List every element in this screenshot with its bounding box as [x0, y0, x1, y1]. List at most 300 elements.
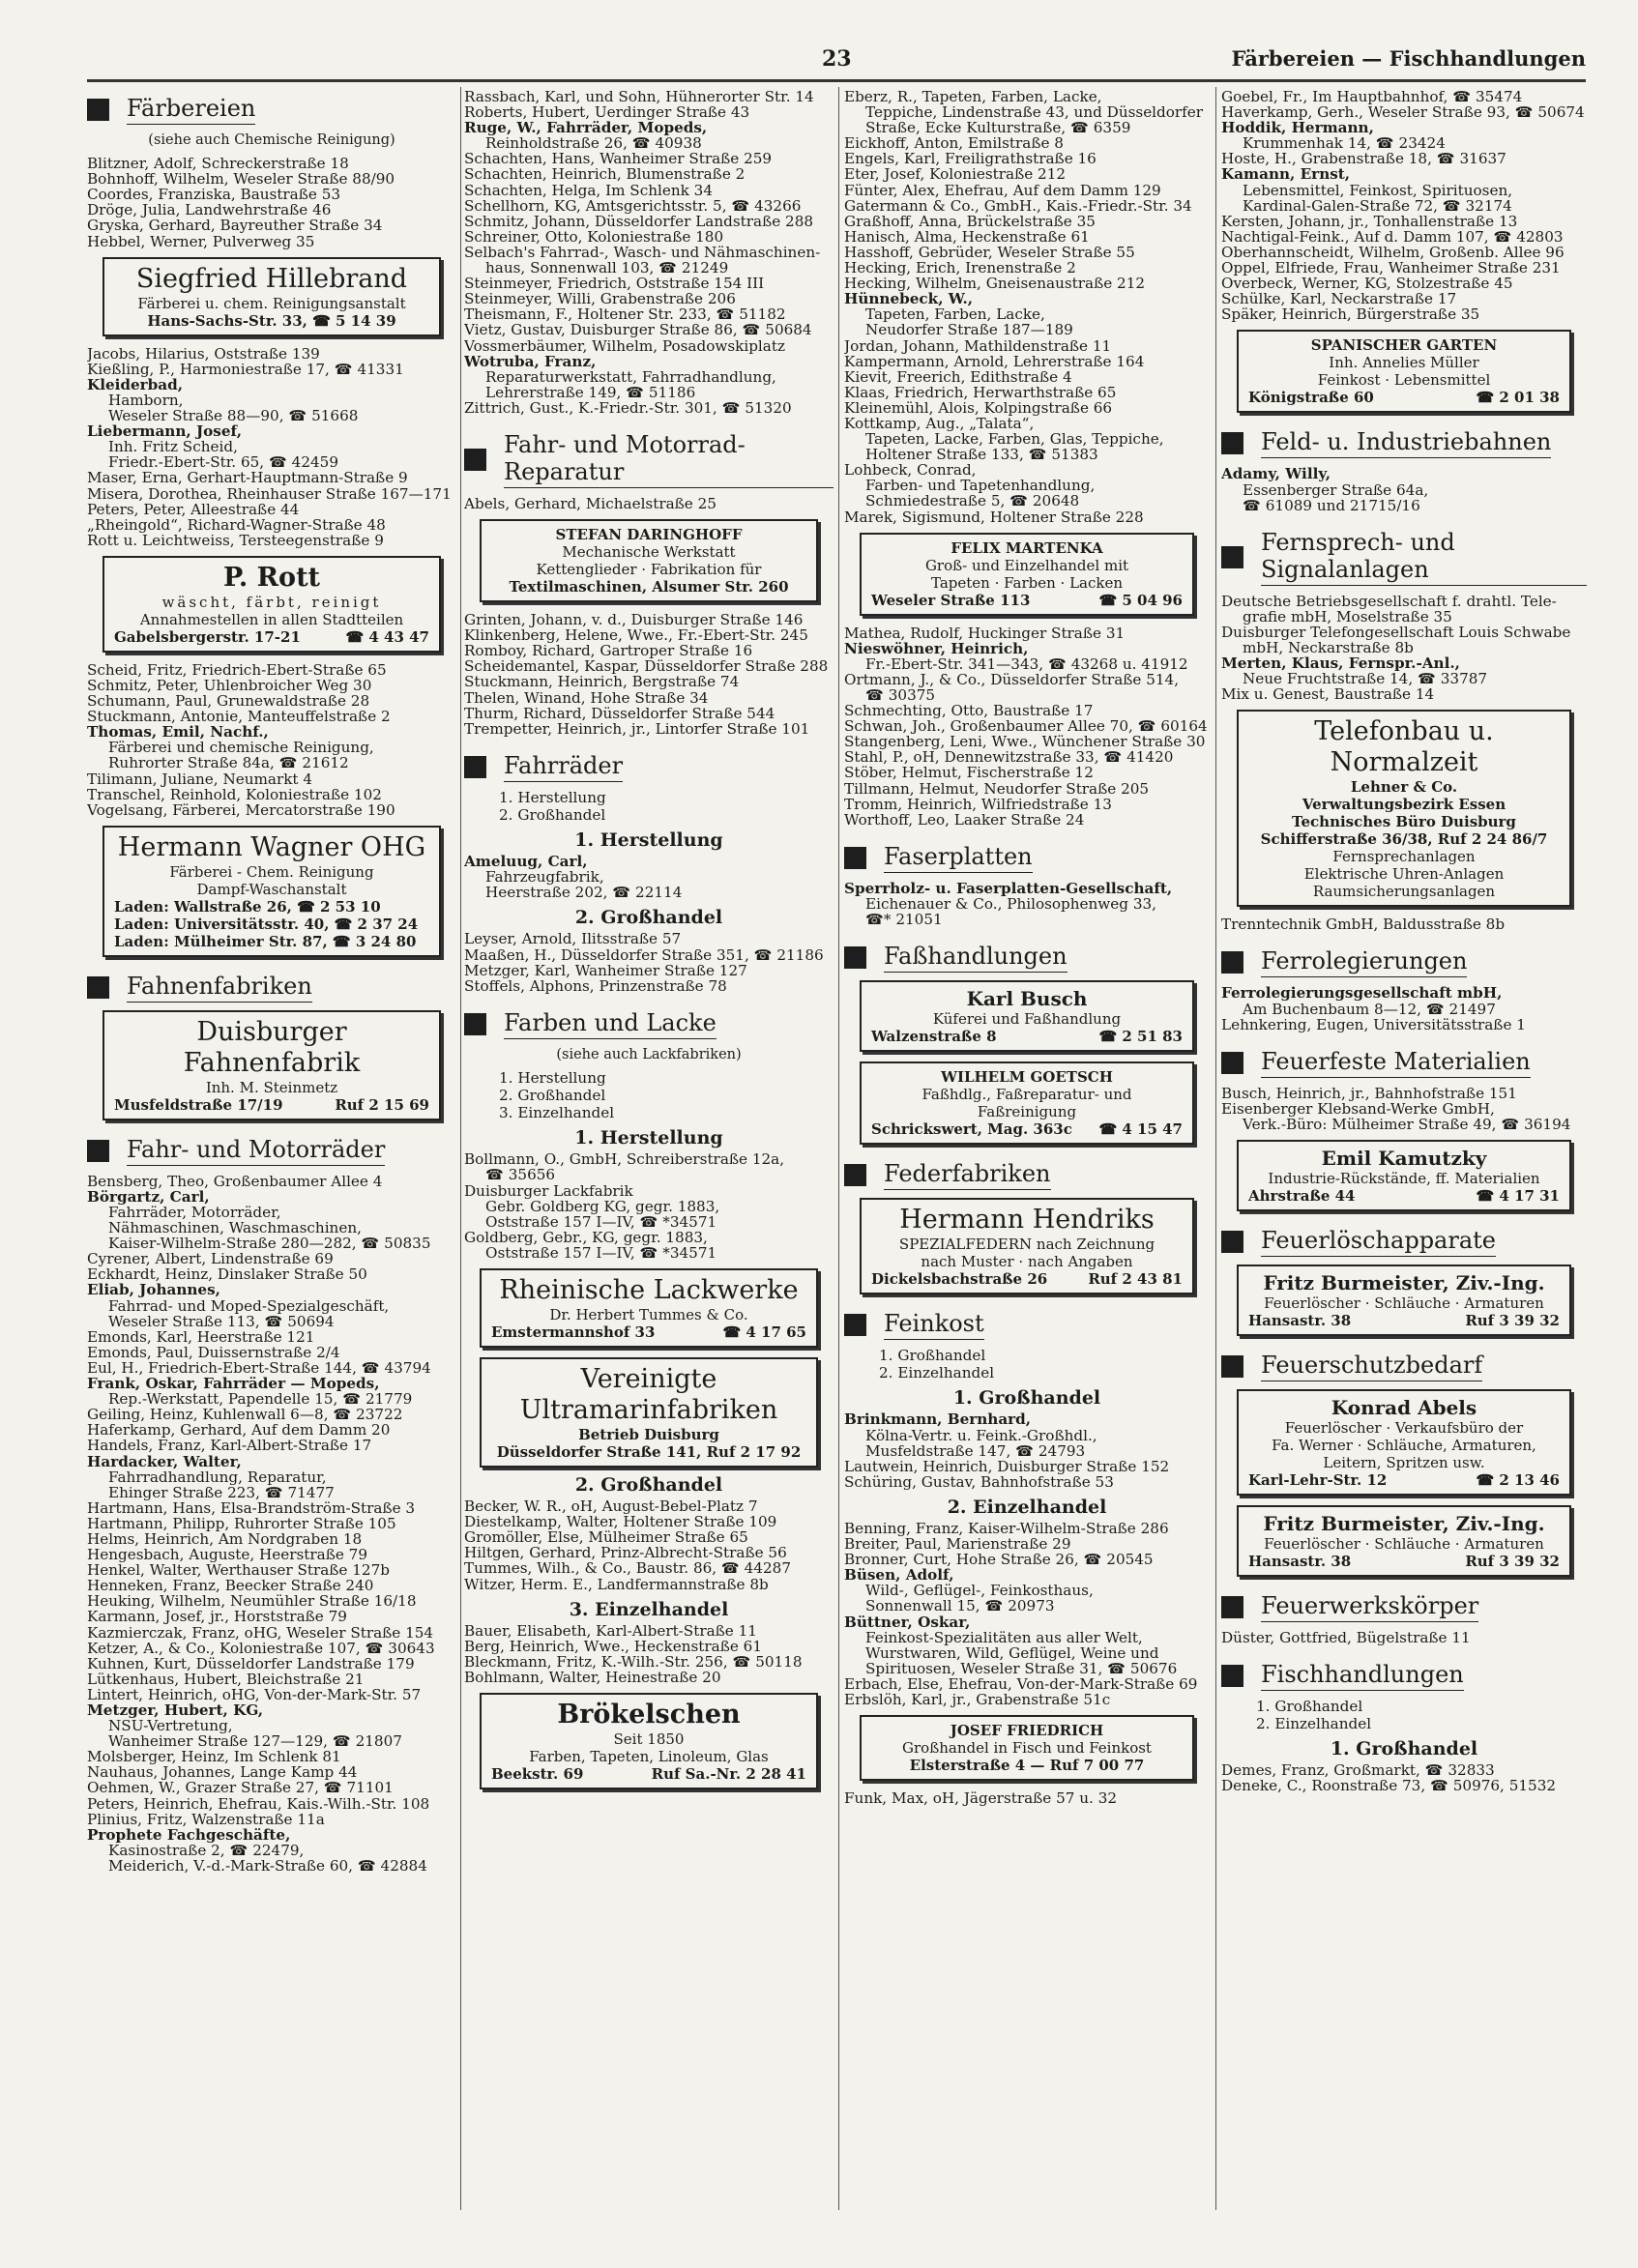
directory-entry: Nieswöhner, Heinrich, [844, 640, 1029, 656]
directory-entry: Kersten, Johann, jr., Tonhallenstraße 13 [1221, 213, 1518, 229]
directory-entry: Abels, Gerhard, Michaelstraße 25 [464, 495, 717, 512]
directory-entry: Heuking, Wilhelm, Neumühler Straße 16/18 [87, 1593, 417, 1610]
directory-entry: Demes, Franz, Großmarkt, ☎ 32833 [1221, 1762, 1495, 1779]
directory-entry: Stöber, Helmut, Fischerstraße 12 [844, 765, 1094, 781]
directory-entry: Neue Fruchtstraße 14, ☎ 33787 [1243, 671, 1488, 687]
directory-entry: Fahrzeugfabrik, [485, 869, 604, 886]
directory-entry: Bohlmann, Walter, Heinestraße 20 [464, 1670, 721, 1686]
section-marker-icon [464, 449, 486, 471]
section-title: Faserplatten [884, 843, 1033, 873]
entry-list [464, 89, 834, 416]
directory-entry: Diestelkamp, Walter, Holtener Straße 109 [464, 1514, 777, 1530]
section-heading [1221, 1227, 1587, 1257]
directory-entry: Wotruba, Franz, [464, 353, 597, 369]
section-heading [1221, 1592, 1587, 1622]
ad-line: Groß- und Einzelhandel mit [924, 556, 1129, 574]
entry-list [1221, 466, 1587, 512]
directory-entry: Deneke, C., Roonstraße 73, ☎ 50976, 51532 [1221, 1778, 1557, 1794]
ad-phone: ☎ 5 04 96 [1098, 591, 1183, 609]
entry-list [464, 612, 834, 737]
directory-entry: Haverkamp, Gerh., Weseler Straße 93, ☎ 50674 [1221, 104, 1585, 121]
directory-entry: Gebr. Goldberg KG, gegr. 1883, [485, 1198, 720, 1214]
directory-entry: Schachten, Helga, Im Schlenk 34 [464, 182, 713, 198]
directory-entry: Graßhoff, Anna, Brückelstraße 35 [844, 213, 1096, 229]
section-title: Fahr- und Motorräder [127, 1136, 385, 1166]
ad-address: Walzenstraße 8 [871, 1028, 997, 1046]
entry-list [87, 1174, 456, 1874]
ad-name: Karl Busch [966, 987, 1088, 1011]
directory-entry: Marek, Sigismund, Holtener Straße 228 [844, 509, 1144, 525]
ad-line: Farben, Tapeten, Linoleum, Glas [529, 1748, 769, 1766]
directory-entry: Kazmierczak, Franz, oHG, Weseler Straße 154 [87, 1624, 434, 1641]
directory-entry: Breiter, Paul, Marienstraße 29 [844, 1536, 1071, 1553]
ad-name: P. Rott [222, 562, 321, 593]
subsection-index: 2. Einzelhandel [1256, 1715, 1372, 1733]
ad-phone: ☎ 2 01 38 [1476, 389, 1560, 407]
directory-entry: Kampermann, Arnold, Lehrerstraße 164 [844, 353, 1145, 369]
directory-entry: haus, Sonnenwall 103, ☎ 21249 [485, 260, 729, 276]
entry-list [844, 1790, 1210, 1806]
directory-entry: Schellhorn, KG, Amtsgerichtsstr. 5, ☎ 43266 [464, 197, 802, 214]
section-marker-icon [464, 756, 486, 778]
directory-entry: Schachten, Heinrich, Blumenstraße 2 [464, 166, 746, 183]
entry-list [1221, 1086, 1587, 1132]
entry-list [844, 1411, 1210, 1489]
ad-daringhoff [480, 519, 818, 602]
directory-entry: Henkel, Walter, Werthauser Straße 127b [87, 1562, 390, 1579]
directory-entry: Gromöller, Else, Mülheimer Straße 65 [464, 1529, 748, 1546]
directory-entry: Fahrrad- und Moped-Spezialgeschäft, [108, 1297, 390, 1314]
section-marker-icon [1221, 1596, 1243, 1618]
directory-entry: Frank, Oskar, Fahrräder — Mopeds, [87, 1376, 380, 1392]
section-heading [464, 431, 834, 488]
ad-address: Schifferstraße 36/38, Ruf 2 24 86/7 [1260, 830, 1548, 849]
directory-entry: Eisenberger Klebsand-Werke GmbH, [1221, 1100, 1495, 1117]
directory-entry: Mathea, Rudolf, Huckinger Straße 31 [844, 625, 1126, 641]
directory-entry: Mix u. Genest, Baustraße 14 [1221, 686, 1435, 703]
directory-entry: Trempetter, Heinrich, jr., Lintorfer Straße 101 [464, 720, 810, 737]
directory-entry: Bensberg, Theo, Großenbaumer Allee 4 [87, 1173, 383, 1189]
subsection-heading: 1. Großhandel [952, 1387, 1101, 1410]
ad-line: Industrie-Rückstände, ff. Materialien [1268, 1170, 1540, 1187]
directory-entry: Ketzer, A., & Co., Koloniestraße 107, ☎ 30643 [87, 1640, 435, 1656]
ad-fahnenfabrik [102, 1010, 441, 1120]
directory-entry: Ferrolegierungsgesellschaft mbH, [1221, 985, 1503, 1002]
ad-line: Feinkost · Lebensmittel [1317, 371, 1491, 390]
directory-entry: Theismann, F., Holtener Str. 233, ☎ 51182 [464, 306, 786, 323]
directory-entry: Rep.-Werkstatt, Papendelle 15, ☎ 21779 [108, 1391, 413, 1408]
ad-address: Textilmaschinen, Alsumer Str. 260 [509, 578, 789, 596]
directory-entry: Hiltgen, Gerhard, Prinz-Albrecht-Straße 56 [464, 1545, 787, 1561]
directory-entry: Farben- und Tapetenhandlung, [865, 478, 1096, 494]
directory-entry: Berg, Heinrich, Wwe., Heckenstraße 61 [464, 1638, 763, 1654]
column-3 [844, 89, 1210, 1806]
directory-entry: Dröge, Julia, Landwehrstraße 46 [87, 202, 332, 218]
directory-entry: Inh. Fritz Scheid, [108, 439, 238, 455]
directory-entry: Schmiedestraße 5, ☎ 20648 [865, 493, 1080, 509]
section-heading [844, 1310, 1210, 1340]
section-heading [844, 1160, 1210, 1190]
directory-entry: Hardacker, Walter, [87, 1453, 242, 1469]
ad-line: Tapeten · Farben · Lacken [930, 573, 1123, 592]
directory-entry: Musfeldstraße 147, ☎ 24793 [865, 1442, 1086, 1459]
directory-entry: Ortmann, J., & Co., Düsseldorfer Straße 514, [844, 671, 1180, 687]
ad-phone: Ruf Sa.-Nr. 2 28 41 [651, 1765, 806, 1784]
section-title: Fischhandlungen [1261, 1661, 1464, 1691]
directory-entry: Stahl, P., oH, Dennewitzstraße 33, ☎ 41420 [844, 749, 1174, 766]
ad-address: Dickelsbachstraße 26 [871, 1270, 1048, 1289]
directory-entry: mbH, Neckarstraße 8b [1243, 639, 1414, 656]
ad-name: Fritz Burmeister, Ziv.-Ing. [1263, 1512, 1545, 1535]
directory-entry: Stuckmann, Antonie, Manteuffelstraße 2 [87, 709, 391, 725]
directory-entry: Jacobs, Hilarius, Oststraße 139 [87, 345, 320, 362]
ad-name: Fritz Burmeister, Ziv.-Ing. [1263, 1271, 1545, 1294]
ad-address: Hansastr. 38 [1248, 1312, 1352, 1329]
directory-entry: Helms, Heinrich, Am Nordgraben 18 [87, 1530, 363, 1548]
directory-entry: Emonds, Paul, Duissernstraße 2/4 [87, 1344, 340, 1360]
subsection-index: 2. Großhandel [499, 805, 606, 824]
directory-entry: grafie mbH, Moselstraße 35 [1243, 608, 1452, 625]
section-heading [87, 1136, 456, 1166]
directory-entry: Büttner, Oskar, [844, 1614, 971, 1630]
directory-entry: Reparaturwerkstatt, Fahrradhandlung, [485, 368, 776, 385]
subsection-index: 2. Einzelhandel [879, 1364, 995, 1382]
directory-entry: Henneken, Franz, Beecker Straße 240 [87, 1578, 374, 1594]
directory-entry: Sperrholz- u. Faserplatten-Gesellschaft, [844, 880, 1173, 896]
directory-entry: Hoddik, Hermann, [1221, 120, 1374, 136]
directory-entry: Funk, Max, oH, Jägerstraße 57 u. 32 [844, 1790, 1118, 1807]
entry-list [844, 881, 1210, 927]
directory-entry: Fahrradhandlung, Reparatur, [108, 1468, 327, 1485]
directory-entry: Weseler Straße 88—90, ☎ 51668 [108, 408, 359, 424]
directory-entry: Peters, Heinrich, Ehefrau, Kais.-Wilh.-Str. 108 [87, 1795, 430, 1812]
directory-entry: Verk.-Büro: Mülheimer Straße 49, ☎ 36194 [1243, 1116, 1571, 1132]
section-title: Fernsprech- und Signalanlagen [1261, 529, 1587, 586]
ad-line: Betrieb Duisburg [578, 1425, 719, 1443]
ad-phone: ☎ 4 17 65 [722, 1323, 806, 1341]
directory-entry: Oppel, Elfriede, Frau, Wanheimer Straße 231 [1221, 260, 1561, 276]
directory-entry: Klaas, Friedrich, Herwarthstraße 65 [844, 384, 1117, 400]
directory-entry: Lehrerstraße 149, ☎ 51186 [485, 384, 696, 400]
ad-line: Inh. M. Steinmetz [205, 1078, 338, 1096]
directory-entry: Kievit, Freerich, Edithstraße 4 [844, 368, 1072, 385]
section-title: Faßhandlungen [884, 943, 1068, 973]
directory-entry: Eliab, Johannes, [87, 1282, 220, 1298]
section-heading [1221, 1048, 1587, 1078]
section-heading [1221, 428, 1587, 458]
directory-entry: Tilimann, Juliane, Neumarkt 4 [87, 771, 313, 787]
directory-entry: Stuckmann, Heinrich, Bergstraße 74 [464, 674, 740, 690]
section-title: Fahr- und Motorrad-Reparatur [504, 431, 834, 488]
directory-entry: Metzger, Karl, Wanheimer Straße 127 [464, 962, 747, 978]
section-heading [1221, 1661, 1587, 1691]
directory-entry: Lintert, Heinrich, oHG, Von-der-Mark-Str. 57 [87, 1686, 422, 1702]
page-number: 23 [822, 46, 852, 72]
ad-address: Königstraße 60 [1248, 389, 1374, 407]
directory-entry: Meiderich, V.-d.-Mark-Straße 60, ☎ 42884 [108, 1857, 427, 1875]
ad-friedrich [860, 1715, 1194, 1781]
ad-name: Hermann Wagner OHG [117, 831, 426, 862]
ad-line: Fa. Werner · Schläuche, Armaturen, [1272, 1437, 1536, 1454]
section-heading [844, 943, 1210, 973]
directory-entry: Fr.-Ebert-Str. 341—343, ☎ 43268 u. 41912 [865, 655, 1188, 672]
directory-entry: Roberts, Hubert, Uerdinger Straße 43 [464, 104, 750, 121]
column-4 [1221, 89, 1587, 1794]
directory-entry: Ehinger Straße 223, ☎ 71477 [108, 1484, 335, 1500]
ad-rheinische-lackwerke [480, 1268, 818, 1348]
ad-line: Dampf-Waschanstalt [196, 880, 347, 898]
directory-entry: Teppiche, Lindenstraße 43, und Düsseldorfer [865, 104, 1204, 121]
section-title: Fahnenfabriken [127, 973, 312, 1003]
directory-entry: Rassbach, Karl, und Sohn, Hühnerorter Str. 14 [464, 89, 814, 105]
directory-entry: Emonds, Karl, Heerstraße 121 [87, 1328, 315, 1345]
directory-entry: Weseler Straße 113, ☎ 50694 [108, 1313, 335, 1329]
section-title: Feuerschutzbedarf [1261, 1352, 1482, 1381]
directory-entry: Gatermann & Co., GmbH., Kais.-Friedr.-Str. 34 [844, 197, 1192, 214]
ad-burmeister [1237, 1265, 1571, 1336]
directory-entry: Becker, W. R., oH, August-Bebel-Platz 7 [464, 1498, 758, 1515]
page-header [87, 46, 1586, 81]
directory-entry: Overbeck, Werner, KG, Stolzestraße 45 [1221, 276, 1513, 292]
directory-entry: Schreiner, Otto, Koloniestraße 180 [464, 228, 724, 245]
ad-line: Raumsicherungsanlagen [1312, 883, 1496, 901]
directory-entry: Hamborn, [108, 392, 184, 409]
directory-entry: Krummenhak 14, ☎ 23424 [1243, 135, 1446, 152]
directory-entry: Sonnenwall 15, ☎ 20973 [865, 1598, 1055, 1614]
directory-entry: Essenberger Straße 64a, [1243, 481, 1429, 498]
directory-entry: Scheid, Fritz, Friedrich-Ebert-Straße 65 [87, 661, 387, 678]
directory-entry: Hecking, Wilhelm, Gneisenaustraße 212 [844, 276, 1146, 292]
directory-entry: Maaßen, H., Düsseldorfer Straße 351, ☎ 21186 [464, 946, 824, 963]
directory-entry: Börgartz, Carl, [87, 1188, 210, 1205]
ad-name: Rheinische Lackwerke [499, 1274, 799, 1305]
subsection-heading: 2. Großhandel [574, 907, 723, 929]
ad-line: Feuerlöscher · Schläuche · Armaturen [1264, 1535, 1544, 1553]
ad-phone: ☎ 4 15 47 [1098, 1120, 1183, 1139]
directory-entry: Goldberg, Gebr., KG, gegr. 1883, [464, 1229, 708, 1245]
entry-list [464, 1151, 834, 1261]
directory-entry: Prophete Fachgeschäfte, [87, 1826, 291, 1843]
directory-entry: Eichenauer & Co., Philosophenweg 33, [865, 895, 1156, 913]
directory-entry: Selbach's Fahrrad-, Wasch- und Nähmaschinen- [464, 244, 821, 261]
directory-entry: Hebbel, Werner, Pulverweg 35 [87, 233, 315, 249]
directory-entry: Kottkamp, Aug., „Talata“, [844, 415, 1035, 432]
ad-goetsch [860, 1061, 1194, 1145]
directory-entry: Wanheimer Straße 127—129, ☎ 21807 [108, 1733, 402, 1750]
subsection-heading: 1. Großhandel [1330, 1738, 1478, 1760]
directory-entry: Hengesbach, Auguste, Heerstraße 79 [87, 1547, 368, 1563]
directory-entry: ☎ 30375 [865, 687, 936, 704]
directory-entry: Tapeten, Lacke, Farben, Glas, Teppiche, [865, 431, 1164, 448]
ad-line: Lehner & Co. [1350, 778, 1458, 797]
ad-phone: ☎ 2 51 83 [1098, 1028, 1183, 1046]
directory-entry: Molsberger, Heinz, Im Schlenk 81 [87, 1749, 341, 1765]
directory-entry: Oststraße 157 I—IV, ☎ *34571 [485, 1244, 717, 1261]
directory-entry: Tummes, Wilh., & Co., Baustr. 86, ☎ 44287 [464, 1560, 791, 1577]
ad-name: Konrad Abels [1331, 1396, 1477, 1419]
directory-entry: Spirituosen, Weseler Straße 31, ☎ 50676 [865, 1660, 1178, 1676]
directory-entry: Thurm, Richard, Düsseldorfer Straße 544 [464, 705, 775, 721]
section-heading [464, 1009, 834, 1039]
ad-line: Elektrische Uhren-Anlagen [1303, 865, 1505, 884]
ad-line: Faßreinigung [977, 1103, 1077, 1121]
directory-entry: Bollmann, O., GmbH, Schreiberstraße 12a, [464, 1151, 785, 1168]
entry-list [464, 1623, 834, 1685]
directory-entry: Vossmerbäumer, Wilhelm, Posadowskiplatz [464, 337, 785, 354]
subsection-index: 1. Großhandel [879, 1347, 986, 1365]
column-divider [1215, 87, 1216, 2210]
column-divider [838, 87, 839, 2210]
section-marker-icon [1221, 1355, 1243, 1378]
entry-list [1221, 594, 1587, 703]
ad-address: Emstermannshof 33 [491, 1323, 656, 1341]
ad-name: Brökelschen [557, 1700, 741, 1730]
ad-line: Färberei - Chem. Reinigung [169, 862, 374, 881]
section-marker-icon [844, 946, 866, 969]
section-heading [1221, 1352, 1587, 1381]
subsection-index: 1. Herstellung [499, 788, 606, 806]
section-title: Federfabriken [884, 1160, 1051, 1190]
directory-entry: ☎ 61089 und 21715/16 [1243, 497, 1420, 513]
directory-entry: Misera, Dorothea, Rheinhauser Straße 167—171 [87, 485, 452, 502]
subsection-index: 1. Herstellung [499, 1068, 606, 1087]
directory-entry: Bauer, Elisabeth, Karl-Albert-Straße 11 [464, 1622, 757, 1639]
directory-entry: Schmechting, Otto, Baustraße 17 [844, 703, 1094, 719]
directory-entry: Worthoff, Leo, Laaker Straße 24 [844, 811, 1085, 828]
subsection-heading: 1. Herstellung [574, 1127, 723, 1149]
directory-entry: Lautwein, Heinrich, Duisburger Straße 152 [844, 1458, 1170, 1474]
ad-line: Annahmestellen in allen Stadtteilen [139, 610, 404, 628]
directory-entry: Am Buchenbaum 8—12, ☎ 21497 [1243, 1001, 1496, 1017]
ad-line: Färberei u. chem. Reinigungsanstalt [137, 294, 406, 312]
ad-address: Ahrstraße 44 [1248, 1187, 1356, 1205]
section-note: (siehe auch Lackfabriken) [556, 1046, 742, 1062]
ad-line: Fernsprechanlagen [1332, 848, 1476, 866]
directory-entry: Kölna-Vertr. u. Feink.-Großhdl., [865, 1427, 1097, 1443]
section-title: Feld- u. Industriebahnen [1261, 428, 1551, 458]
directory-entry: Liebermann, Josef, [87, 423, 242, 440]
ad-name: Duisburger Fahnenfabrik [183, 1016, 361, 1078]
directory-entry: Bronner, Curt, Hohe Straße 26, ☎ 20545 [844, 1552, 1154, 1568]
directory-entry: Schachten, Hans, Wanheimer Straße 259 [464, 151, 773, 167]
directory-entry: Erbach, Else, Ehefrau, Von-der-Mark-Straße 69 [844, 1675, 1198, 1692]
directory-entry: Schumann, Paul, Grunewaldstraße 28 [87, 693, 370, 710]
section-marker-icon [87, 99, 109, 121]
entry-list [844, 625, 1210, 828]
ad-shop: Laden: Universitätsstr. 40, ☎ 2 37 24 [114, 915, 419, 933]
ad-line: Dr. Herbert Tummes & Co. [549, 1305, 748, 1323]
directory-entry: Kuhnen, Kurt, Düsseldorfer Landstraße 179 [87, 1655, 415, 1672]
column-divider [460, 87, 461, 2210]
directory-entry: Coordes, Franziska, Baustraße 53 [87, 187, 341, 203]
ad-line: Feuerlöscher · Verkaufsbüro der [1284, 1419, 1524, 1437]
section-marker-icon [1221, 1665, 1243, 1687]
section-marker-icon [1221, 546, 1243, 568]
entry-list [844, 89, 1210, 525]
column-2 [464, 89, 834, 1799]
ad-line: Feuerlöscher · Schläuche · Armaturen [1264, 1294, 1544, 1312]
directory-entry: Scheidemantel, Kaspar, Düsseldorfer Straße 288 [464, 658, 829, 675]
ad-address: Gabelsbergerstr. 17-21 [114, 627, 301, 646]
ad-name: JOSEF FRIEDRICH [950, 1722, 1104, 1740]
directory-entry: Maser, Erna, Gerhart-Hauptmann-Straße 9 [87, 470, 408, 486]
directory-entry: Reinholdstraße 26, ☎ 40938 [485, 135, 702, 152]
directory-entry: Nauhaus, Johannes, Lange Kamp 44 [87, 1764, 358, 1781]
ad-address: Schrickswert, Mag. 363c [871, 1120, 1072, 1139]
directory-entry: Holtener Straße 133, ☎ 51383 [865, 447, 1098, 463]
ad-line: Leitern, Spritzen usw. [1323, 1454, 1485, 1471]
ad-shop: Laden: Wallstraße 26, ☎ 2 53 10 [114, 897, 381, 916]
ad-konrad-abels [1237, 1389, 1571, 1496]
directory-entry: Bohnhoff, Wilhelm, Weseler Straße 88/90 [87, 171, 395, 188]
directory-entry: Eickhoff, Anton, Emilstraße 8 [844, 135, 1064, 152]
directory-entry: Peters, Peter, Alleestraße 44 [87, 501, 300, 517]
directory-entry: Schmitz, Peter, Uhlenbroicher Weg 30 [87, 677, 372, 694]
entry-list [87, 346, 456, 548]
entry-list [1221, 916, 1587, 932]
directory-entry: Thelen, Winand, Hohe Straße 34 [464, 689, 709, 706]
directory-entry: Fahrräder, Motorräder, [108, 1205, 281, 1221]
directory-entry: Kamann, Ernst, [1221, 166, 1351, 183]
directory-entry: Hünnebeck, W., [844, 291, 974, 307]
ad-phone: ☎ 2 13 46 [1476, 1471, 1560, 1489]
ad-broekelschen [480, 1693, 818, 1789]
directory-entry: Feinkost-Spezialitäten aus aller Welt, [865, 1629, 1143, 1645]
directory-entry: Hartmann, Hans, Elsa-Brandström-Straße 3 [87, 1499, 416, 1516]
subsection-heading: 1. Herstellung [574, 829, 723, 851]
subsection-index: 2. Großhandel [499, 1087, 606, 1105]
directory-entry: Klinkenberg, Helene, Wwe., Fr.-Ebert-Str. 245 [464, 627, 808, 644]
subsection-heading: 2. Einzelhandel [947, 1496, 1107, 1518]
directory-entry: Oehmen, W., Grazer Straße 27, ☎ 71101 [87, 1780, 394, 1796]
directory-entry: Rott u. Leichtweiss, Tersteegenstraße 9 [87, 532, 384, 548]
directory-entry: Büsen, Adolf, [844, 1567, 954, 1584]
section-marker-icon [87, 976, 109, 999]
directory-entry: NSU-Vertretung, [108, 1718, 233, 1734]
section-marker-icon [1221, 1231, 1243, 1253]
section-title: Färbereien [127, 95, 255, 125]
directory-entry: Kießling, P., Harmoniestraße 17, ☎ 41331 [87, 361, 404, 377]
section-heading [1221, 529, 1587, 586]
directory-entry: Schwan, Joh., Großenbaumer Allee 70, ☎ 60164 [844, 718, 1208, 735]
directory-entry: Stangenberg, Leni, Wwe., Wünchener Straße 30 [844, 734, 1206, 750]
directory-entry: Wurstwaren, Wild, Geflügel, Weine und [865, 1644, 1159, 1661]
directory-entry: Witzer, Herm. E., Landfermannstraße 8b [464, 1576, 769, 1592]
ad-name: FELIX MARTENKA [951, 538, 1103, 557]
directory-entry: Lohbeck, Conrad, [844, 462, 977, 479]
directory-entry: Vogelsang, Färberei, Mercatorstraße 190 [87, 801, 395, 818]
section-title: Feinkost [884, 1310, 984, 1340]
directory-entry: Kaiser-Wilhelm-Straße 280—282, ☎ 50835 [108, 1236, 431, 1252]
directory-entry: Ruhrorter Straße 84a, ☎ 21612 [108, 755, 349, 771]
column-1 [87, 89, 456, 1874]
ad-name: Emil Kamutzky [1321, 1147, 1487, 1170]
ad-ultramarinfabriken [480, 1357, 818, 1468]
ad-phone: Ruf 3 39 32 [1465, 1553, 1560, 1570]
directory-entry: Romboy, Richard, Gartroper Straße 16 [464, 643, 753, 659]
entry-list [1221, 985, 1587, 1032]
directory-entry: Eter, Josef, Koloniestraße 212 [844, 166, 1067, 183]
header-rule [87, 79, 1586, 82]
ad-address: Hans-Sachs-Str. 33, ☎ 5 14 39 [147, 311, 396, 330]
ad-phone: ☎ 4 17 31 [1476, 1187, 1560, 1205]
ad-phone: ☎ 4 43 47 [345, 627, 429, 646]
section-heading [464, 752, 834, 782]
ad-line: Küferei und Faßhandlung [932, 1010, 1122, 1029]
directory-entry: Cyrener, Albert, Lindenstraße 69 [87, 1251, 334, 1267]
ad-phone: Ruf 3 39 32 [1465, 1312, 1560, 1329]
ad-line: Großhandel in Fisch und Feinkost [902, 1739, 1152, 1758]
